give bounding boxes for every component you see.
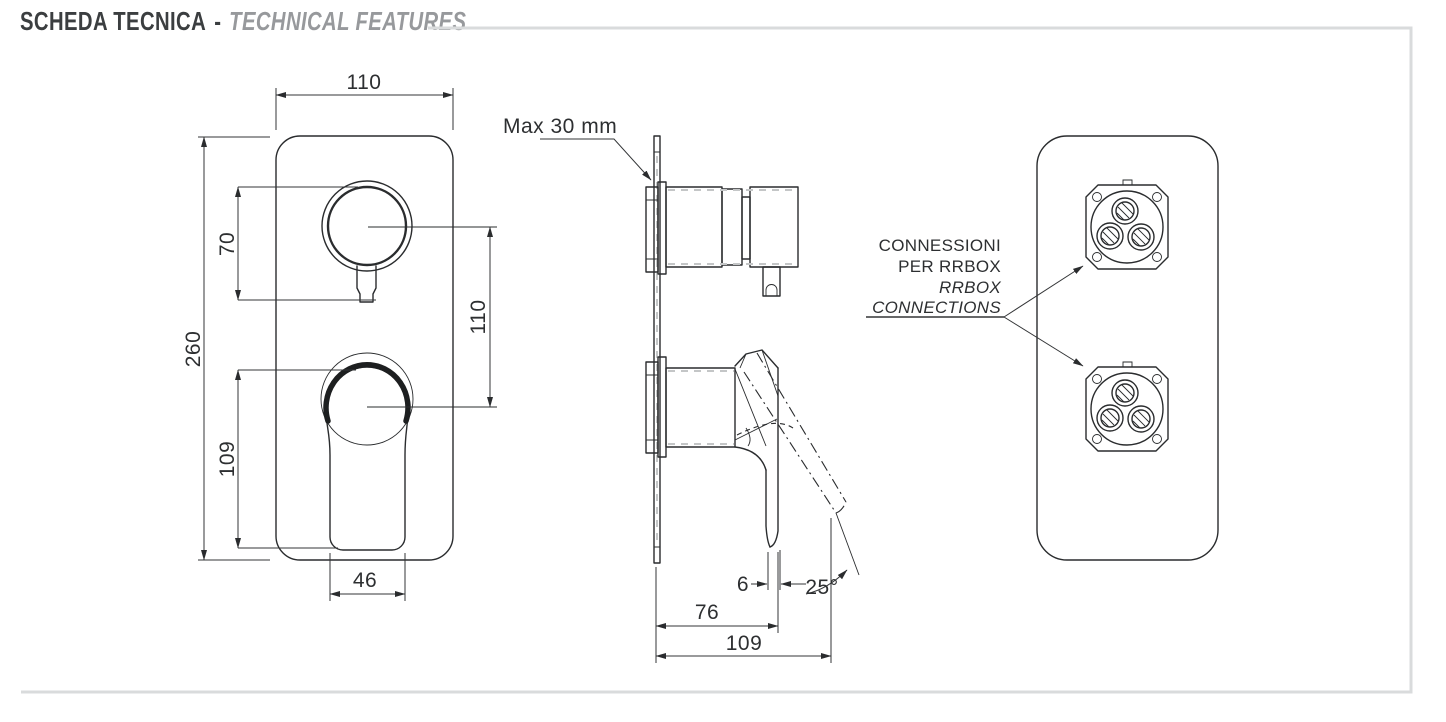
connections-label-3: RRBOX bbox=[939, 278, 1001, 297]
title-english: TECHNICAL FEATURES bbox=[229, 6, 467, 36]
back-view bbox=[866, 136, 1218, 560]
title-italian: SCHEDA TECNICA bbox=[20, 6, 207, 36]
wall-plate-front bbox=[276, 136, 453, 560]
frame-border-line bbox=[21, 28, 1411, 692]
lever-valve-side bbox=[646, 350, 859, 575]
dim-total-depth bbox=[656, 632, 831, 656]
dim-label-109-left: 109 bbox=[216, 440, 239, 478]
connections-label-1: CONNESSIONI bbox=[878, 236, 1001, 255]
wall-plate-back bbox=[1037, 136, 1218, 560]
dim-label-109-bottom: 109 bbox=[725, 632, 763, 655]
connections-callout bbox=[866, 236, 1083, 366]
dim-label-25deg: 25° bbox=[805, 576, 839, 599]
title-separator: - bbox=[214, 6, 222, 36]
max-depth-callout bbox=[503, 115, 651, 180]
side-view bbox=[503, 115, 859, 663]
connections-label-4: CONNECTIONS bbox=[872, 298, 1001, 317]
dim-label-46: 46 bbox=[352, 569, 378, 592]
dim-label-70: 70 bbox=[216, 231, 239, 257]
dim-handle-span bbox=[216, 370, 356, 548]
rrbox-connection-lower bbox=[1086, 362, 1168, 451]
dim-knob-span bbox=[216, 187, 376, 300]
dim-label-260: 260 bbox=[182, 330, 205, 368]
lever-top-edge bbox=[326, 365, 408, 421]
page-frame bbox=[21, 28, 1411, 692]
front-view bbox=[182, 71, 497, 601]
dim-plate-height bbox=[182, 137, 270, 560]
dim-open-angle bbox=[805, 518, 847, 663]
diverter-knob-side bbox=[646, 182, 798, 296]
dim-centers-distance bbox=[467, 227, 490, 407]
rrbox-connection-upper bbox=[1086, 180, 1168, 269]
dim-blade-thickness bbox=[737, 550, 806, 596]
dim-plate-width bbox=[276, 71, 453, 130]
dim-label-6: 6 bbox=[736, 573, 750, 596]
connections-label-2: PER RRBOX bbox=[898, 257, 1001, 276]
lever-handle-front bbox=[321, 353, 413, 550]
diverter-knob-front bbox=[322, 181, 412, 302]
dim-label-110-right: 110 bbox=[467, 299, 490, 335]
dim-label-110-top: 110 bbox=[346, 71, 382, 94]
max-depth-label: Max 30 mm bbox=[503, 115, 618, 138]
dim-label-76: 76 bbox=[694, 601, 720, 624]
